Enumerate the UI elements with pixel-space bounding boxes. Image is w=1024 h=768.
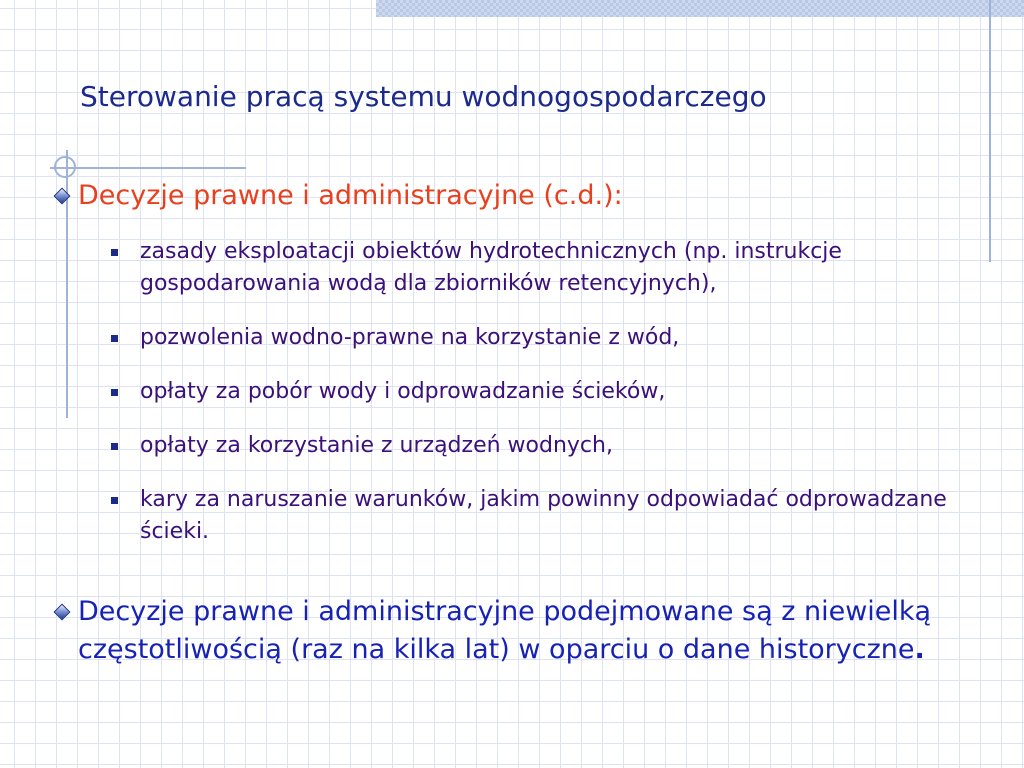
bullet-text: Decyzje prawne i administracyjne (c.d.): <box>78 180 623 211</box>
decorative-vertical-line-right <box>989 0 991 262</box>
decorative-horizontal-line <box>50 167 246 169</box>
slide-title: Sterowanie pracą systemu wodnogospodarczego <box>80 80 767 113</box>
list-item-text: kary za naruszanie warunków, jakim powinny odpowiadać odprowadzane ścieki. <box>140 487 947 544</box>
square-bullet-icon <box>111 335 118 342</box>
list-item-text: pozwolenia wodno-prawne na korzystanie z wód, <box>140 325 680 350</box>
list-item-text: zasady eksploatacji obiektów hydrotechnicznych (np. instrukcje gospodarowania wodą dla zbiorników retencyjnych), <box>140 239 842 296</box>
list-item <box>140 484 980 548</box>
list-item <box>140 236 980 300</box>
list-item-text: opłaty za korzystanie z urządzeń wodnych, <box>140 433 613 458</box>
bullet-end-mark: . <box>914 634 925 665</box>
bullet-decision-frequency <box>78 593 1008 669</box>
square-bullet-icon <box>111 497 118 504</box>
list-item-text: opłaty za pobór wody i odprowadzanie ścieków, <box>140 379 666 404</box>
list-item <box>140 376 980 408</box>
square-bullet-icon <box>111 249 118 256</box>
list-item <box>140 430 980 462</box>
decorative-vertical-line-left <box>66 150 68 418</box>
bullet-decisions-list <box>78 177 1008 215</box>
sub-bullet-list <box>140 236 980 570</box>
square-bullet-icon <box>111 389 118 396</box>
decorative-ring-icon <box>54 156 76 178</box>
bullet-text: Decyzje prawne i administracyjne podejmowane są z niewielką częstotliwością (raz na kilka lat) w oparciu o dane historyczne <box>78 596 932 665</box>
diamond-bullet-icon <box>54 604 71 621</box>
list-item <box>140 322 980 354</box>
decorative-top-band <box>376 0 1024 17</box>
square-bullet-icon <box>111 443 118 450</box>
